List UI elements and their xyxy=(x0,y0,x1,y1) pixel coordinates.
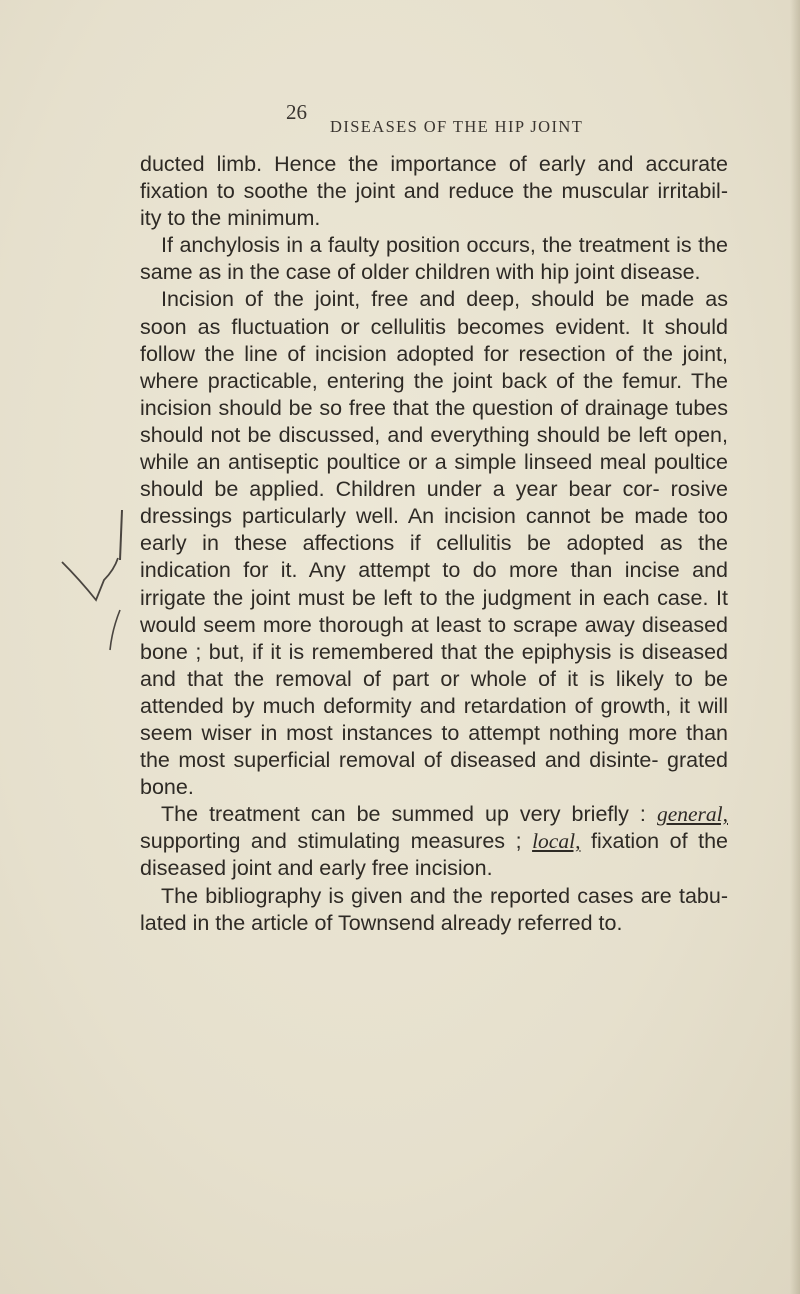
pencil-margin-marks xyxy=(60,500,140,660)
paragraph-incision: Incision of the joint, free and deep, should be made as soon as fluctuation or cellulitis becomes evident. It should follow the line of incision adopted for resection of the joint, where practicable, entering the joint back of the femur. The incision should be so free that the question of drainage tubes should not be discussed, and everything should be left open, while an antiseptic poultice or a simple linseed meal poultice should be applied. Children under a year bear cor- rosive dressings particularly well. An incision cannot be made too early in these affections if cellulitis be adopted as the indication for it. Any attempt to do more than incise and irrigate the joint must be left to the judgment in each case. It would seem more thorough at least to scrape away diseased bone ; but, if it is remembered that the epiphysis is diseased and that the removal of part or whole of it is likely to be attended by much deformity and retardation of growth, it will seem wiser in most instances to attempt nothing more than the most superficial removal of diseased and disinte- grated bone. xyxy=(140,287,728,800)
summary-text-after: fixation of the diseased joint and early free incision. xyxy=(140,829,728,881)
page-number: 26 xyxy=(286,100,307,124)
paragraph-anchylosis: If anchylosis in a faulty position occurs, the treatment is the same as in the case of older children with hip joint disease. xyxy=(140,233,728,285)
paragraph-continuation: ducted limb. Hence the importance of early and accurate fixation to soothe the joint and reduce the muscular irritabil- ity to the minimum. xyxy=(140,152,728,231)
running-head: DISEASES OF THE HIP JOINT xyxy=(330,117,584,136)
body-text xyxy=(140,151,728,937)
summary-emphasis-general: general, xyxy=(656,802,728,827)
page-edge-shadow xyxy=(790,0,800,1294)
summary-text-before: The treatment can be summed up very briefly : xyxy=(161,802,657,827)
paragraph-treatment-summary xyxy=(140,801,728,882)
paragraph-bibliography: The bibliography is given and the reported cases are tabu- lated in the article of Townsend already referred to. xyxy=(140,883,728,935)
summary-text-middle: supporting and stimulating measures ; xyxy=(140,829,533,854)
summary-emphasis-local: local, xyxy=(532,829,581,854)
